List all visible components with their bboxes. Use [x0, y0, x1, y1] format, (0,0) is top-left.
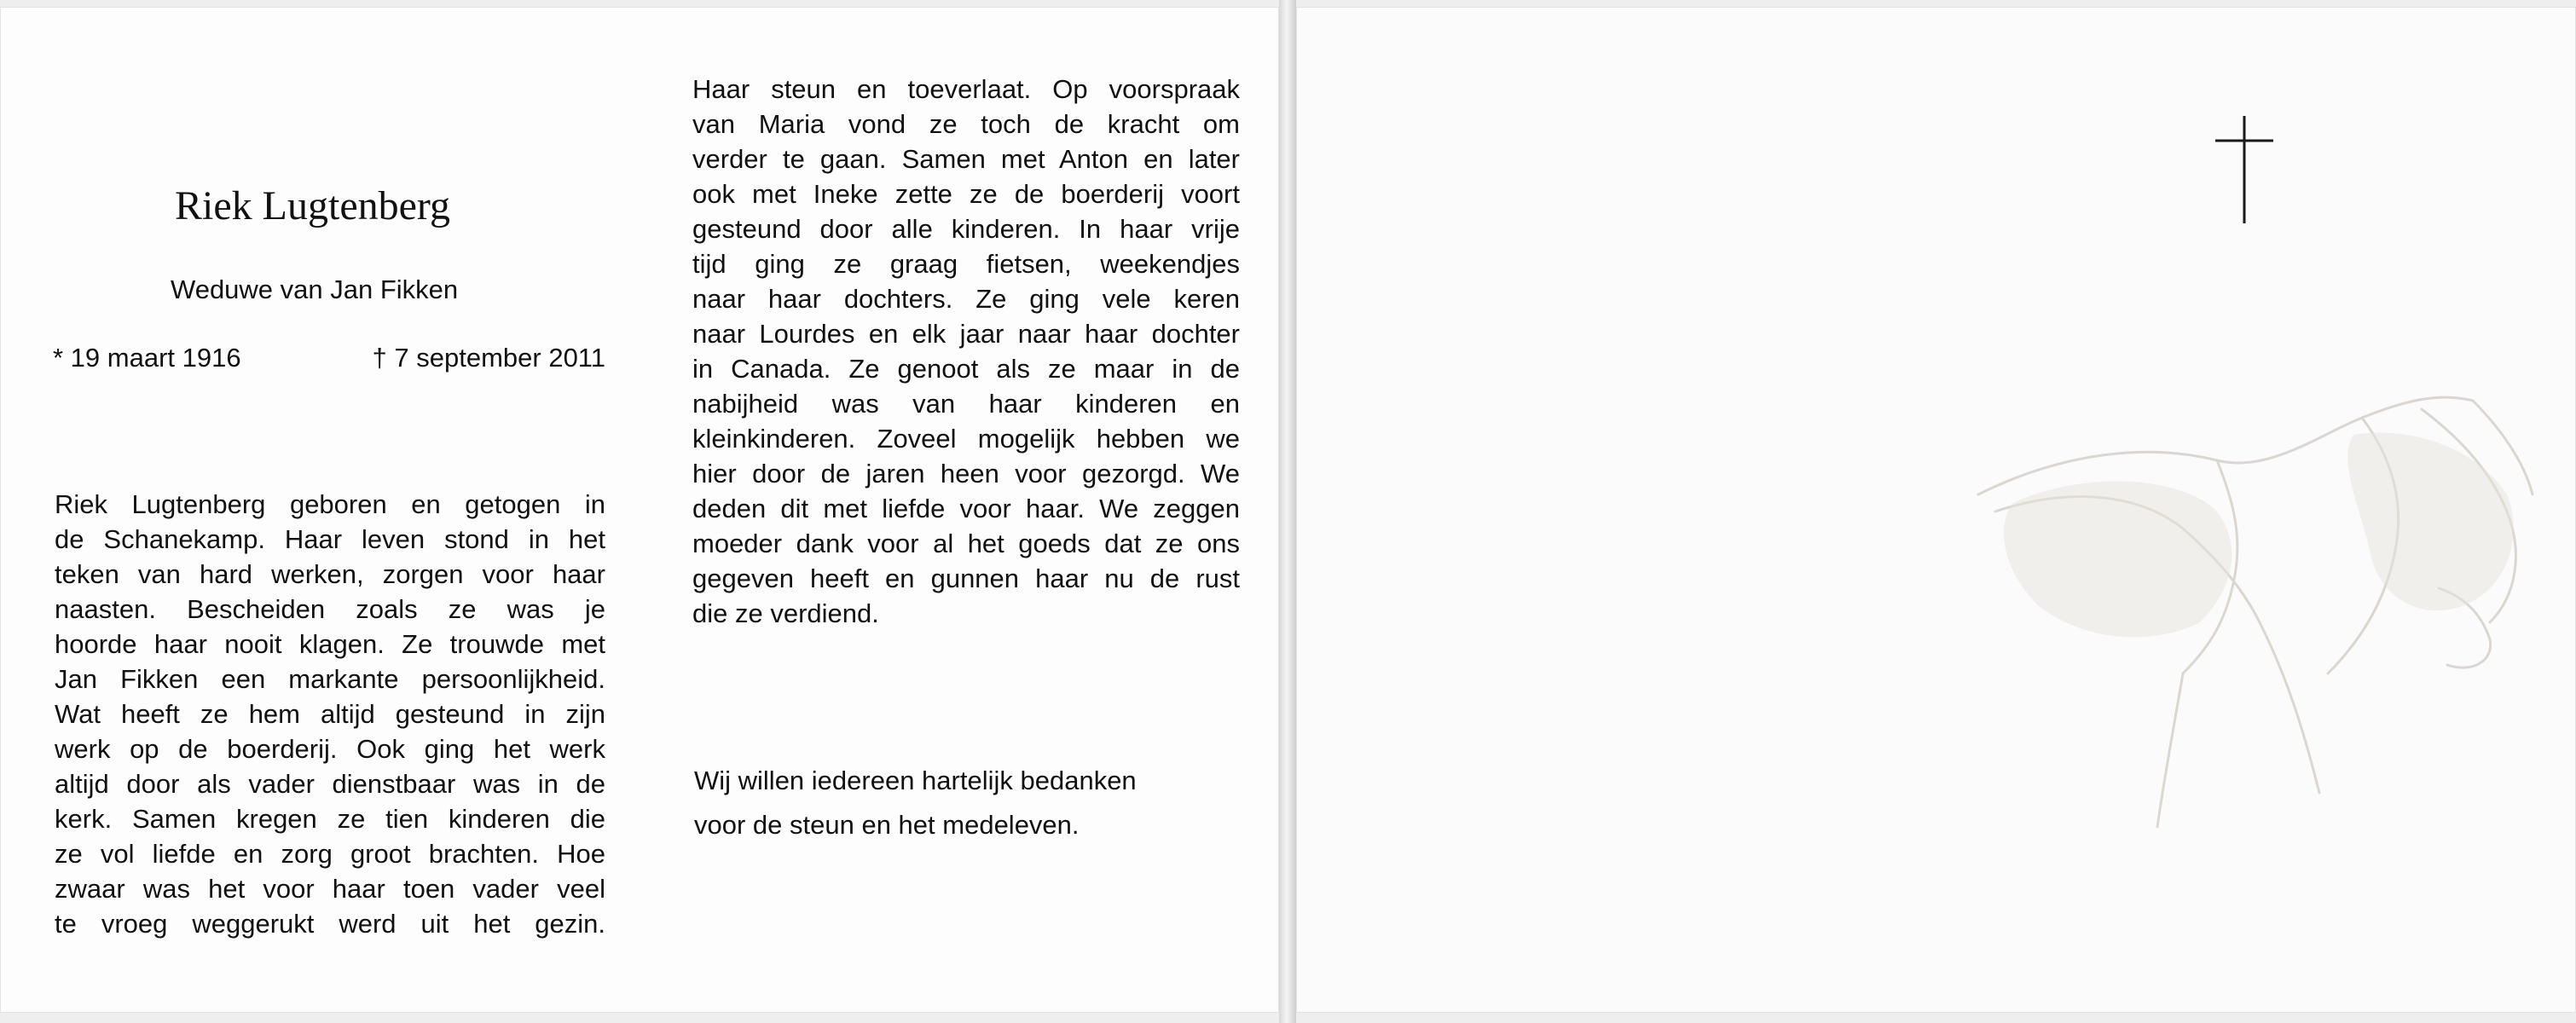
continuation-line: die ze verdiend. — [692, 598, 879, 628]
biography-line: altijd door als vader dienstbaar was in de — [55, 769, 605, 799]
biography-text — [55, 487, 605, 941]
biography-line: ze vol liefde en zorg groot brachten. Hoe — [55, 839, 605, 869]
continuation-line: tijd ging ze graag fietsen, weekendjes — [692, 249, 1240, 279]
continuation-line: moeder dank voor al het goeds dat ze ons — [692, 529, 1240, 558]
thanks-line: voor de steun en het medeleven. — [694, 810, 1080, 840]
biography-line: zwaar was het voor haar toen vader veel — [55, 874, 605, 904]
continuation-line: Haar steun en toeverlaat. Op voorspraak — [692, 74, 1240, 104]
biography-line: werk op de boerderij. Ook ging het werk — [55, 734, 605, 764]
card-left-panel — [0, 7, 1279, 1013]
life-dates — [53, 343, 605, 373]
continuation-line: gegeven heeft en gunnen haar nu de rust — [692, 564, 1240, 593]
continuation-line: in Canada. Ze genoot als ze maar in de — [692, 354, 1240, 384]
death-date: † 7 september 2011 — [372, 343, 605, 373]
praying-hands-icon — [1961, 367, 2541, 844]
thanks-message — [694, 759, 1257, 847]
biography-line: naasten. Bescheiden zoals ze was je — [55, 594, 605, 624]
continuation-line: ook met Ineke zette ze de boerderij voort — [692, 179, 1240, 209]
continuation-line: naar haar dochters. Ze ging vele keren — [692, 284, 1240, 314]
widow-of-line: Weduwe van Jan Fikken — [171, 275, 459, 304]
continuation-line: hier door de jaren heen voor gezorgd. We — [692, 459, 1240, 488]
continuation-line: naar Lourdes en elk jaar naar haar dochter — [692, 319, 1240, 349]
continuation-line: deden dit met liefde voor haar. We zeggen — [692, 494, 1240, 523]
biography-line: de Schanekamp. Haar leven stond in het — [55, 524, 605, 554]
continuation-line: nabijheid was van haar kinderen en — [692, 389, 1240, 419]
continuation-line: kleinkinderen. Zoveel mogelijk hebben we — [692, 424, 1240, 454]
card-fold — [1279, 0, 1296, 1023]
biography-line: kerk. Samen kregen ze tien kinderen die — [55, 804, 605, 834]
continuation-line: gesteund door alle kinderen. In haar vrije — [692, 214, 1240, 244]
biography-line: Riek Lugtenberg geboren en getogen in — [55, 489, 605, 519]
cross-icon — [2214, 116, 2275, 227]
thanks-line: Wij willen iedereen hartelijk bedanken — [694, 766, 1137, 795]
deceased-name: Riek Lugtenberg — [175, 183, 451, 228]
continuation-line: van Maria vond ze toch de kracht om — [692, 109, 1240, 139]
biography-line: Wat heeft ze hem altijd gesteund in zijn — [55, 699, 605, 729]
biography-line: teken van hard werken, zorgen voor haar — [55, 559, 605, 589]
biography-line: te vroeg weggerukt werd uit het gezin. — [55, 909, 605, 939]
birth-date: * 19 maart 1916 — [53, 343, 241, 373]
biography-line: hoorde haar nooit klagen. Ze trouwde met — [55, 629, 605, 659]
continuation-line: verder te gaan. Samen met Anton en later — [692, 144, 1240, 174]
biography-continuation — [692, 72, 1240, 631]
biography-line: Jan Fikken een markante persoonlijkheid. — [55, 664, 605, 694]
